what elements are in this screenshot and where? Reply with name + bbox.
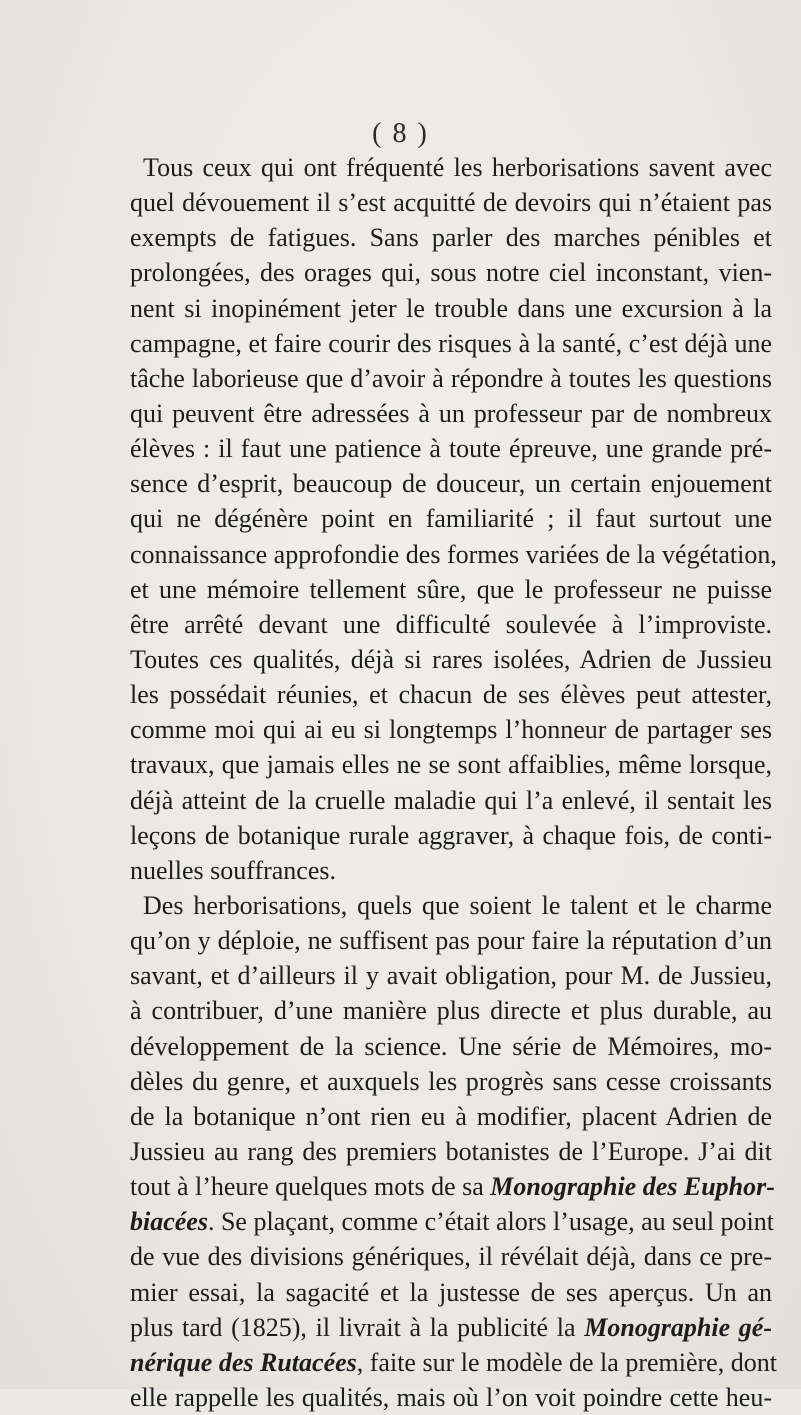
text-line: et une mémoire tellement sûre, que le professeur ne puisse xyxy=(130,574,772,604)
text-line: dèles du genre, et auxquels les progrès sans cesse croissants xyxy=(130,1066,772,1096)
text-line: prolongées, des orages qui, sous notre ciel inconstant, vien- xyxy=(130,258,772,288)
italic-title: biacées xyxy=(130,1207,208,1237)
body-text xyxy=(130,150,777,1415)
text-line: sence d’esprit, beaucoup de douceur, un certain enjouement xyxy=(130,469,772,499)
text-line-mixed xyxy=(130,1345,777,1380)
text-line: leçons de botanique rurale aggraver, à chaque fois, de conti- xyxy=(130,820,772,850)
text-line: Tous ceux qui ont fréquenté les herborisations savent avec xyxy=(143,153,772,182)
italic-title: Monographie gé- xyxy=(584,1312,772,1342)
text-line: déjà atteint de la cruelle maladie qui l’a enlevé, il sentait les xyxy=(130,785,772,815)
page-number: ( 8 ) xyxy=(372,118,429,149)
text-line: de la botanique n’ont rien eu à modifier, placent Adrien de xyxy=(130,1101,772,1131)
text-run: , faite sur le modèle de la première, dont xyxy=(356,1347,777,1377)
text-line: campagne, et faire courir des risques à la santé, c’est déjà une xyxy=(130,328,772,358)
text-line: exempts de fatigues. Sans parler des marches pénibles et xyxy=(130,223,772,253)
text-line: élèves : il faut une patience à toute épreuve, une grande pré- xyxy=(130,434,772,464)
text-line: Jussieu au rang des premiers botanistes de l’Europe. J’ai dit xyxy=(130,1136,772,1166)
text-run: plus tard (1825), il livrait à la publicité la xyxy=(130,1312,585,1342)
text-line-mixed xyxy=(130,1310,772,1345)
text-line: développement de la science. Une série de Mémoires, mo- xyxy=(130,1031,772,1061)
text-line: qu’on y déploie, ne suffisent pas pour faire la réputation d’un xyxy=(130,926,772,956)
text-line: nent si inopinément jeter le trouble dans une excursion à la xyxy=(130,293,772,323)
italic-title: Monographie des Euphor- xyxy=(490,1172,775,1202)
text-line: tâche laborieuse que d’avoir à répondre à toutes les questions xyxy=(130,363,772,393)
text-line-mixed xyxy=(130,1204,775,1239)
text-run: . Se plaçant, comme c’était alors l’usage, au seul point xyxy=(207,1207,775,1237)
text-line: savant, et d’ailleurs il y avait obligation, pour M. de Jussieu, xyxy=(130,961,772,991)
text-line: Des herborisations, quels que soient le talent et le charme xyxy=(143,890,772,920)
text-line: qui peuvent être adressées à un professeur par de nombreux xyxy=(130,398,772,428)
text-line: comme moi qui ai eu si longtemps l’honneur de partager ses xyxy=(130,715,772,745)
text-line: à contribuer, d’une manière plus directe et plus durable, au xyxy=(130,996,772,1026)
text-line: connaissance approfondie des formes variées de la végétation, xyxy=(130,539,777,569)
text-line: Toutes ces qualités, déjà si rares isolées, Adrien de Jussieu xyxy=(130,644,772,674)
italic-title: nérique des Rutacées xyxy=(130,1347,357,1377)
text-run: tout à l’heure quelques mots de sa xyxy=(130,1172,491,1202)
text-line-mixed xyxy=(130,1169,775,1204)
text-line: les possédait réunies, et chacun de ses élèves peut attester, xyxy=(130,680,772,710)
text-line: travaux, que jamais elles ne se sont affaiblies, même lorsque, xyxy=(130,750,772,780)
text-line: nuelles souffrances. xyxy=(130,855,337,885)
text-line: qui ne dégénère point en familiarité ; il faut surtout une xyxy=(130,504,772,534)
text-line: être arrêté devant une difficulté soulevée à l’improviste. xyxy=(130,609,772,639)
text-line: quel dévouement il s’est acquitté de devoirs qui n’étaient pas xyxy=(130,188,772,218)
text-line: mier essai, la sagacité et la justesse de ses aperçus. Un an xyxy=(130,1277,772,1307)
text-line: de vue des divisions génériques, il révélait déjà, dans ce pre- xyxy=(130,1242,772,1272)
text-line: elle rappelle les qualités, mais où l’on voit poindre cette heu- xyxy=(130,1382,772,1412)
